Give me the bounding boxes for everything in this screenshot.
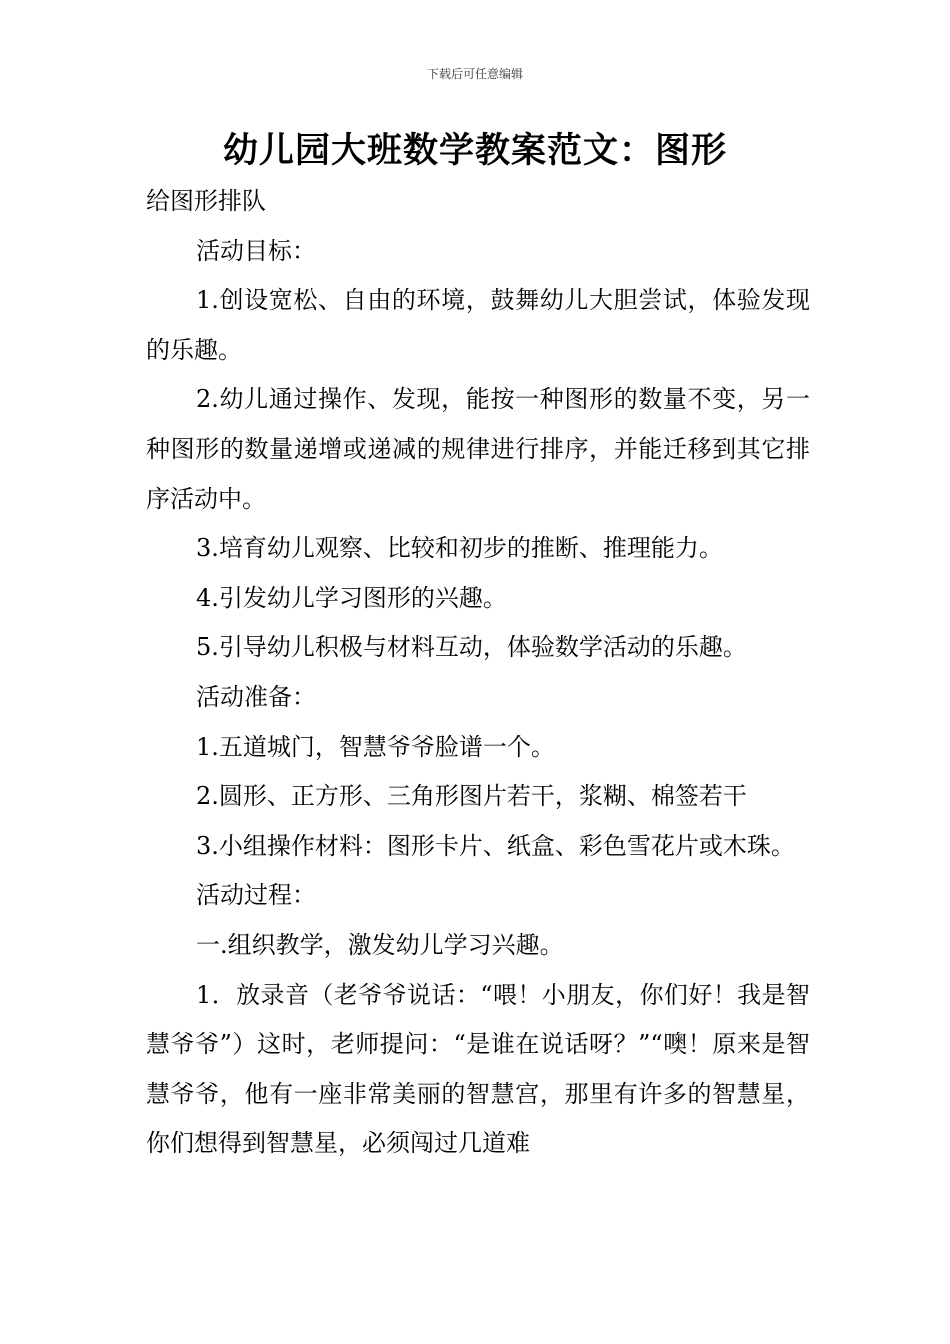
paragraph: 活动准备： xyxy=(196,682,316,711)
paragraph: 1.创设宽松、自由的环境，鼓舞幼儿大胆尝试，体验发现的乐趣。 xyxy=(146,286,810,364)
paragraph: 1．放录音（老爷爷说话：“喂！小朋友，你们好！我是智慧爷爷”）这时，老师提问：“是谁在说话呀？”“噢！原来是智慧爷爷，他有一座非常美丽的智慧宫，那里有许多的智慧星，你们想得到智慧星，必须闯过几道难 xyxy=(146,980,810,1158)
paragraph: 1.五道城门，智慧爷爷脸谱一个。 xyxy=(196,732,555,761)
document-title: 幼儿园大班数学教案范文：图形 xyxy=(222,131,727,171)
paragraph: 给图形排队 xyxy=(146,187,266,215)
paragraph: 5.引导幼儿积极与材料互动，体验数学活动的乐趣。 xyxy=(196,633,747,662)
document-body xyxy=(146,177,810,1169)
paragraph: 3.培育幼儿观察、比较和初步的推断、推理能力。 xyxy=(196,534,723,563)
paragraph: 一.组织教学，激发幼儿学习兴趣。 xyxy=(196,930,564,959)
paragraph: 2.圆形、正方形、三角形图片若干，浆糊、棉签若干 xyxy=(196,782,747,811)
paragraph: 4.引发幼儿学习图形的兴趣。 xyxy=(196,583,507,612)
paragraph: 活动过程： xyxy=(196,881,316,910)
paragraph: 2.幼儿通过操作、发现，能按一种图形的数量不变，另一种图形的数量递增或递减的规律进行排序，并能迁移到其它排序活动中。 xyxy=(146,385,810,513)
paragraph: 活动目标： xyxy=(196,236,316,265)
paragraph: 3.小组操作材料：图形卡片、纸盒、彩色雪花片或木珠。 xyxy=(196,831,795,860)
header-note: 下载后可任意编辑 xyxy=(426,67,523,81)
